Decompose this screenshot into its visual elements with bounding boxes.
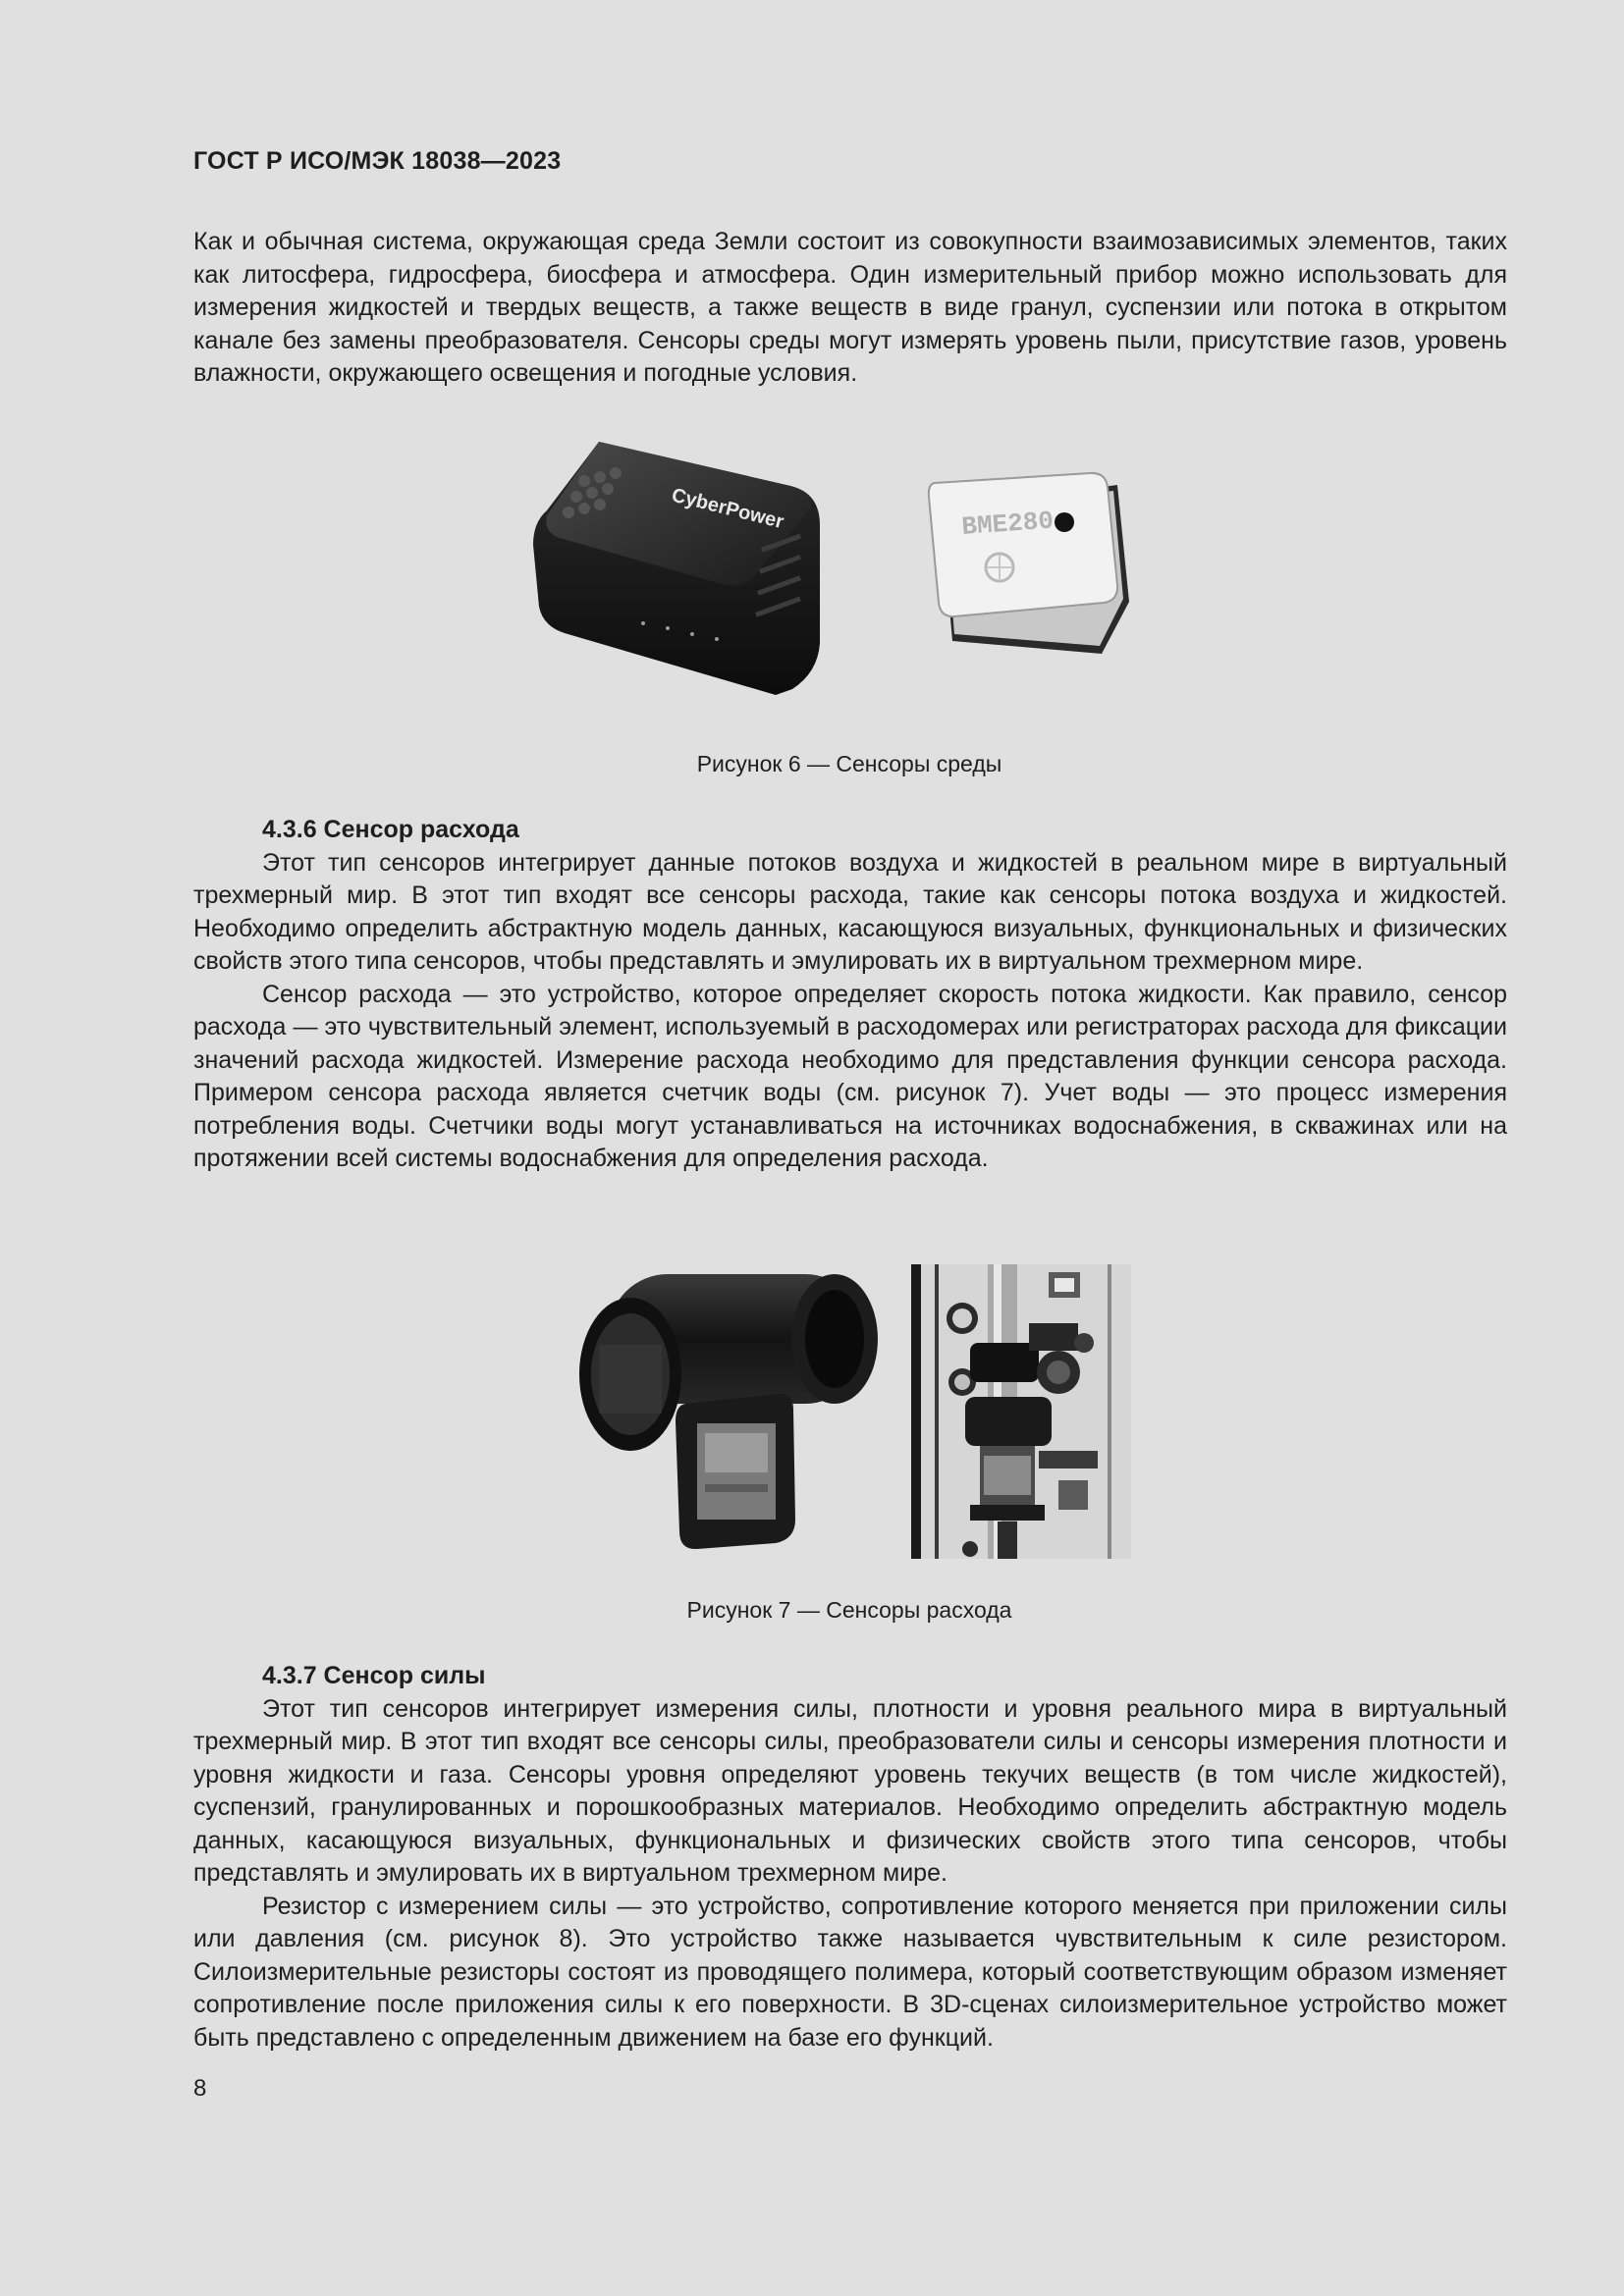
figure6-bme280-chip-image <box>923 469 1131 661</box>
section-436-paragraph-1: Этот тип сенсоров интегрирует данные потоков воздуха и жидкостей в реальном мире в виртуальный трехмерный мир. В этот тип входят все сенсоры расхода, такие как сенсоры потока воздуха и жидкостей. Необходимо определить абстрактную модель данных, касающуюся визуальных, функциональных и физических свойств этого типа сенсоров, чтобы представлять и эмулировать их в виртуальном трехмерном мире. <box>193 848 1507 975</box>
figure7-flow-meter-image <box>569 1266 879 1551</box>
bme280-label: BME280 <box>960 506 1055 542</box>
document-header: ГОСТ Р ИСО/МЭК 18038—2023 <box>193 147 562 175</box>
section-436-paragraph-2: Сенсор расхода — это устройство, которое определяет скорость потока жидкости. Как правило, сенсор расхода — это чувствительный элемент, используемый в расходомерах или регистраторах расхода для фиксации значений расхода жидкостей. Измерение расхода необходимо для представления функции сенсора расхода. Примером сенсора расхода является счетчик воды (см. рисунок 7). Учет воды — это процесс измерения потребления воды. Счетчики воды могут устанавливаться на источниках водоснабжения, в скважинах или на протяжении всей системы водоснабжения для определения расхода. <box>193 980 1507 1172</box>
intro-text <box>193 226 1507 391</box>
section-436 <box>193 814 1507 1176</box>
section-437-paragraph-1: Этот тип сенсоров интегрирует измерения силы, плотности и уровня реального мира в виртуальный трехмерный мир. В этот тип входят все сенсоры силы, преобразователи силы и сенсоры измерения плотности и уровня жидкости и газа. Сенсоры уровня определяют уровень текучих веществ (в том числе жидкостей), суспензий, гранулированных и порошкообразных материалов. Необходимо определить абстрактную модель данных, касающуюся визуальных, функциональных и физических свойств этого типа сенсоров, чтобы представлять и эмулировать их в виртуальном трехмерном мире. <box>193 1694 1507 1887</box>
figure7-caption: Рисунок 7 — Сенсоры расхода <box>686 1597 1012 1623</box>
figure6-caption: Рисунок 6 — Сенсоры среды <box>696 751 1002 776</box>
figure7-water-system-image <box>911 1264 1131 1559</box>
section-437 <box>193 1660 1507 2055</box>
section-436-heading: 4.3.6 Сенсор расхода <box>262 816 519 843</box>
section-437-paragraph-2: Резистор с измерением силы — это устройство, сопротивление которого меняется при приложении силы или давления (см. рисунок 8). Это устройство также называется чувствительным к силе резистором. Силоизмерительные резисторы состоят из проводящего полимера, который соответствующим образом изменяет сопротивление после приложения силы к его поверхности. В 3D-сценах силоизмерительное устройство может быть представлено с определенным движением на базе его функций. <box>193 1892 1507 2052</box>
section-437-heading: 4.3.7 Сенсор силы <box>262 1662 486 1689</box>
figure6-cyberpower-sensor-image <box>525 432 825 697</box>
page-number: 8 <box>193 2075 207 2102</box>
cyberpower-logo-text: CyberPower <box>669 484 786 534</box>
intro-paragraph: Как и обычная система, окружающая среда Земли состоит из совокупности взаимозависимых элементов, таких как литосфера, гидросфера, биосфера и атмосфера. Один измерительный прибор можно использовать для измерения жидкостей и твердых веществ, а также веществ в виде гранул, суспензии или потока в открытом канале без замены преобразователя. Сенсоры среды могут измерять уровень пыли, присутствие газов, уровень влажности, окружающего освещения и погодные условия. <box>193 228 1507 387</box>
